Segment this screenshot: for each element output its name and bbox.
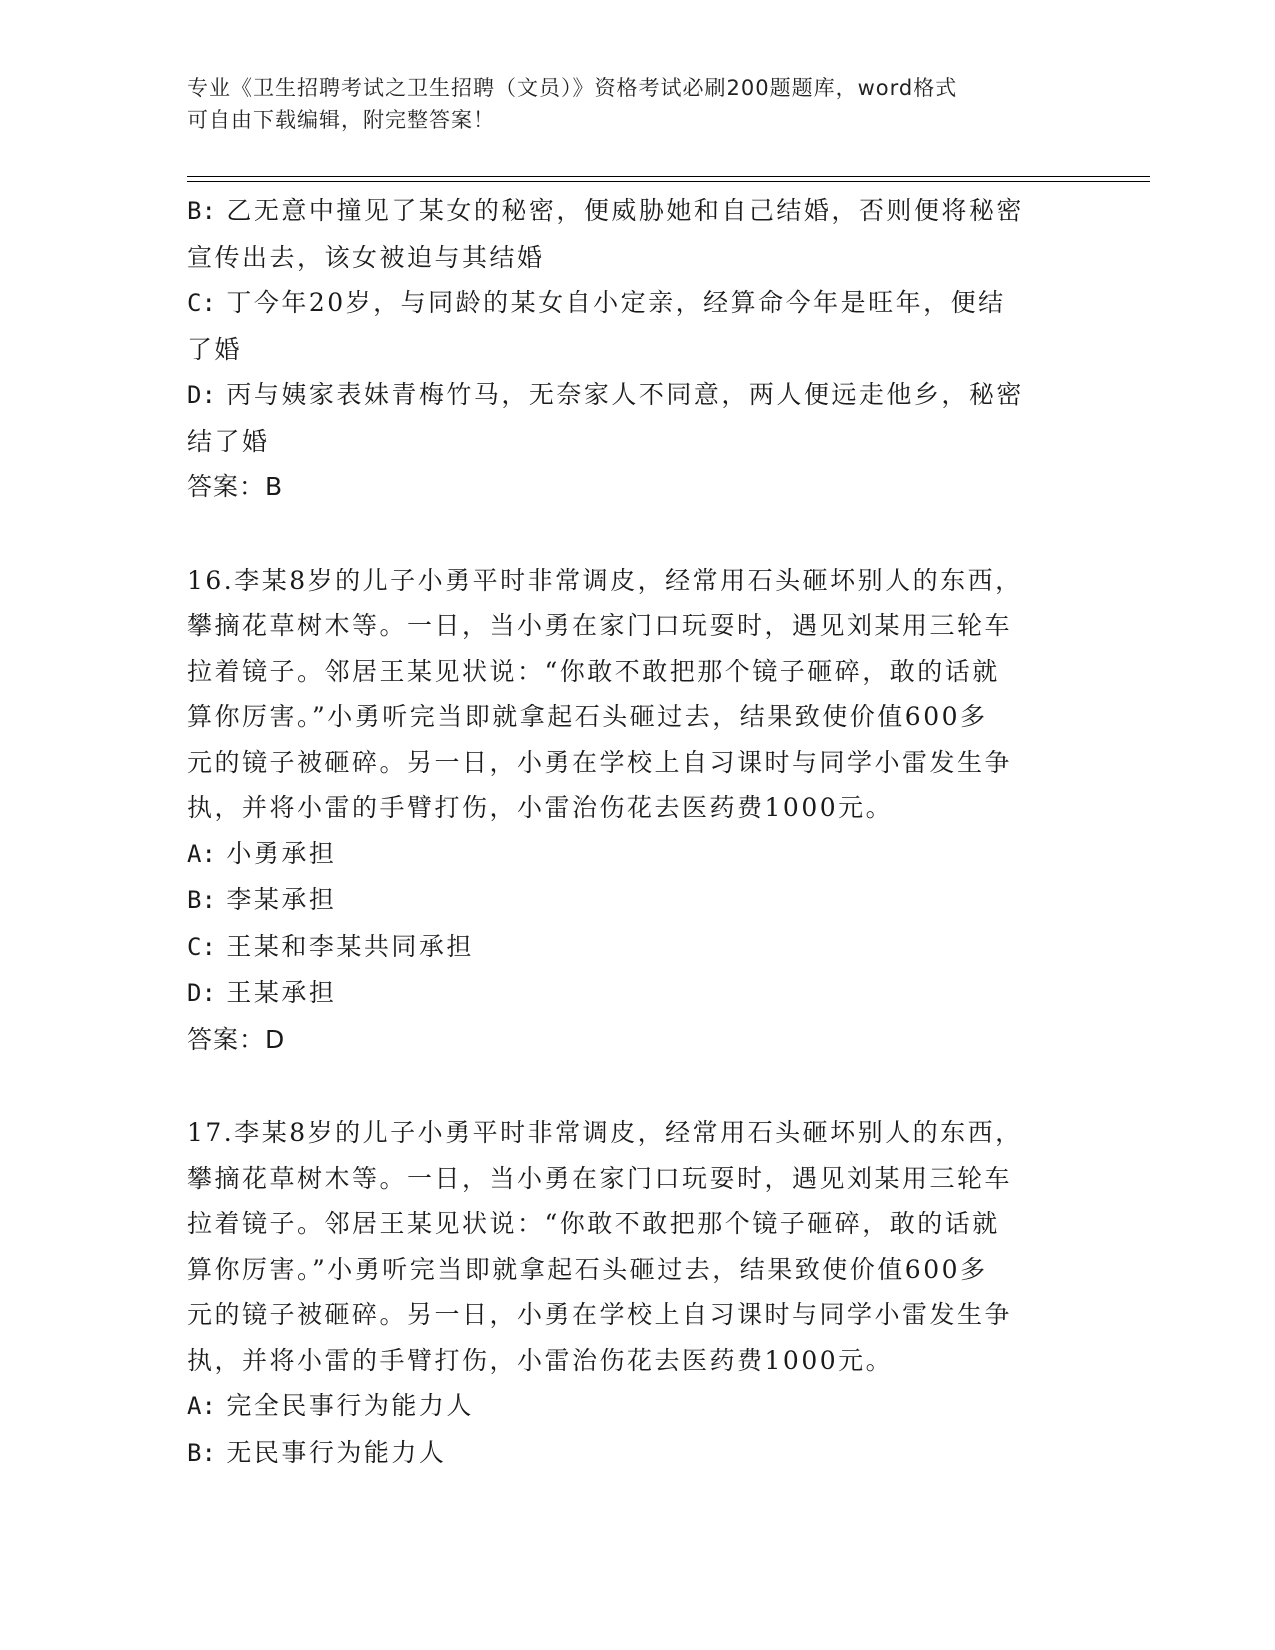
option-text: 无民事行为能力人 (226, 1437, 447, 1467)
question-stem-line: 16.李某8岁的儿子小勇平时非常调皮，经常用石头砸坏别人的东西， (187, 565, 1023, 595)
answer-label: 答案：B (187, 472, 284, 501)
question-stem-line: 攀摘花草树木等。一日，当小勇在家门口玩耍时，遇见刘某用三轮车 (187, 611, 1013, 640)
question-stem-line: 算你厉害。”小勇听完当即就拿起石头砸过去，结果致使价值600多 (187, 1254, 988, 1284)
question-stem-line: 元的镜子被砸碎。另一日，小勇在学校上自习课时与同学小雷发生争 (187, 747, 1013, 777)
option-d-line-2: 结了婚 (187, 426, 270, 456)
option-a (187, 831, 1067, 878)
option-letter: A: (187, 839, 216, 868)
question-stem-line: 元的镜子被砸碎。另一日，小勇在学校上自习课时与同学小雷发生争 (187, 1300, 1013, 1329)
option-c (187, 924, 1067, 971)
question-stem-line: 拉着镜子。邻居王某见状说：“你敢不敢把那个镜子砸碎，敢的话就 (187, 656, 1000, 686)
option-c-line-1 (187, 280, 1067, 327)
option-text: 王某承担 (226, 978, 337, 1007)
option-letter: B: (187, 197, 216, 225)
answer-label: 答案：D (187, 1024, 286, 1054)
header-title-line-1: 专业《卫生招聘考试之卫生招聘（文员）》资格考试必刷200题题库，word格式 (187, 76, 958, 100)
option-text: 小勇承担 (226, 838, 337, 868)
option-text: 丙与姨家表妹青梅竹马，无奈家人不同意，两人便远走他乡，秘密 (226, 380, 1024, 409)
question-stem-line: 算你厉害。”小勇听完当即就拿起石头砸过去，结果致使价值600多 (187, 702, 988, 731)
option-d (187, 970, 1067, 1017)
option-b-line-2: 宣传出去，该女被迫与其结婚 (187, 242, 545, 272)
question-stem-line: 拉着镜子。邻居王某见状说：“你敢不敢把那个镜子砸碎，敢的话就 (187, 1209, 1000, 1238)
option-letter: D: (187, 979, 216, 1007)
page-header (187, 72, 1067, 136)
header-title-line-2: 可自由下载编辑，附完整答案！ (187, 108, 495, 132)
option-letter: B: (187, 1438, 216, 1467)
option-text: 李某承担 (226, 885, 337, 914)
option-text: 完全民事行为能力人 (226, 1391, 474, 1420)
question-17 (187, 1110, 1067, 1476)
option-a (187, 1383, 1067, 1430)
option-letter: B: (187, 886, 216, 914)
question-stem-line: 执，并将小雷的手臂打伤，小雷治伤花去医药费1000元。 (187, 1345, 894, 1375)
option-b (187, 1430, 1067, 1477)
question-stem-line: 攀摘花草树木等。一日，当小勇在家门口玩耍时，遇见刘某用三轮车 (187, 1163, 1013, 1193)
option-text: 乙无意中撞见了某女的秘密，便威胁她和自己结婚，否则便将秘密 (226, 196, 1024, 225)
header-rule-thick (187, 176, 1150, 177)
option-b (187, 877, 1067, 924)
prev-question-block (187, 188, 1067, 510)
option-letter: C: (187, 289, 216, 317)
option-b-line-1 (187, 188, 1067, 235)
option-text: 王某和李某共同承担 (226, 931, 474, 961)
question-stem-line: 执，并将小雷的手臂打伤，小雷治伤花去医药费1000元。 (187, 793, 894, 822)
question-16 (187, 558, 1067, 1063)
option-letter: A: (187, 1392, 216, 1420)
document-body (187, 188, 1067, 1476)
option-text: 丁今年20岁，与同龄的某女自小定亲，经算命今年是旺年，便结 (226, 288, 1006, 317)
option-d-line-1 (187, 372, 1067, 419)
header-rule-thin (187, 181, 1150, 182)
option-letter: D: (187, 381, 216, 409)
question-stem-line: 17.李某8岁的儿子小勇平时非常调皮，经常用石头砸坏别人的东西， (187, 1118, 1023, 1147)
option-c-line-2: 了婚 (187, 334, 243, 364)
option-letter: C: (187, 932, 216, 961)
